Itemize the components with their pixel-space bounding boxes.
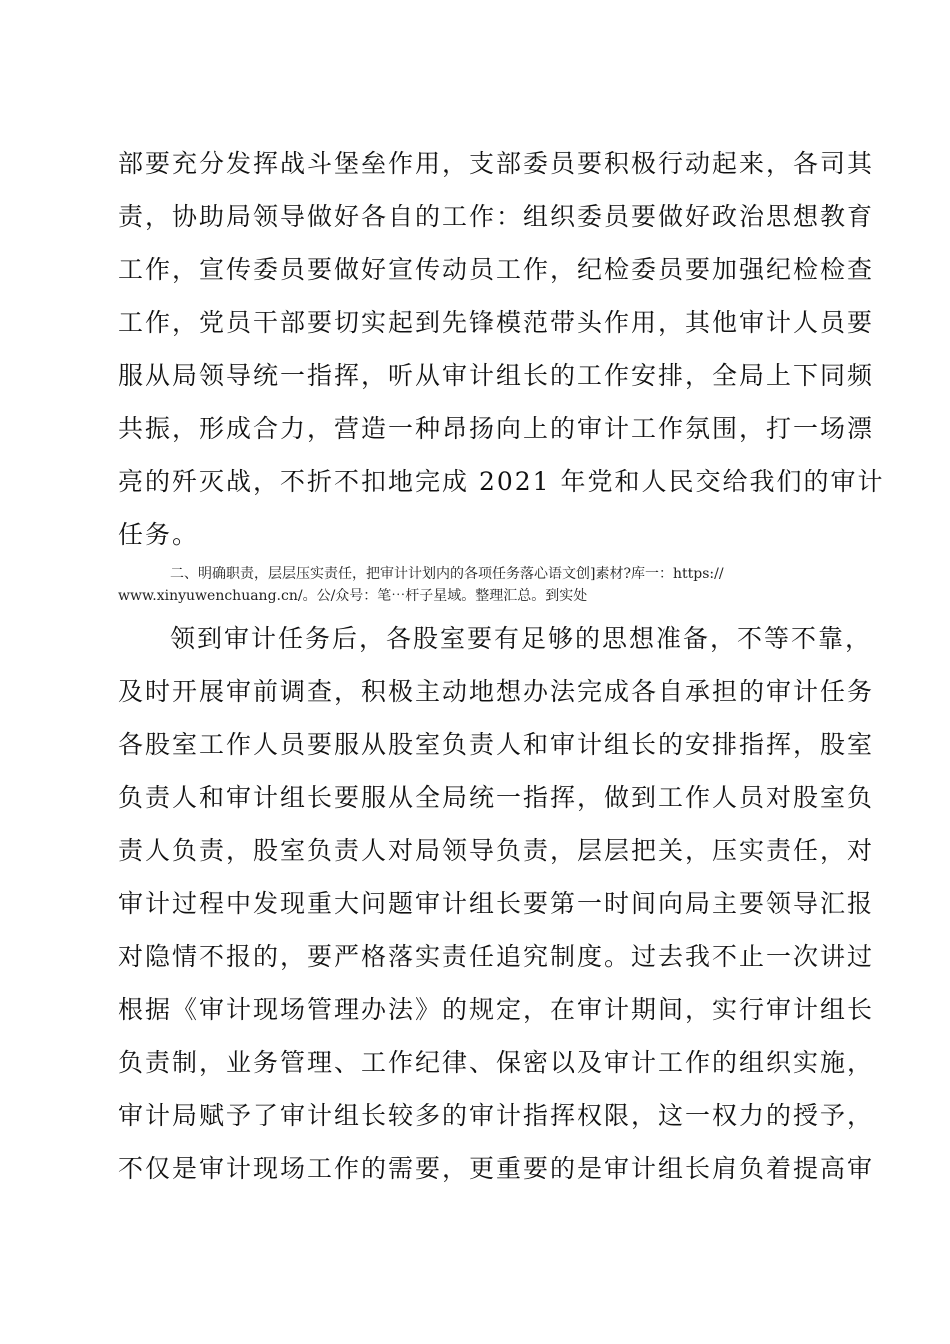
- paragraph-2-line: 不仅是审计现场工作的需要，更重要的是审计组长肩负着提高审: [118, 1154, 875, 1183]
- paragraph-2-line: 负责人和审计组长要服从全局统一指挥，做到工作人员对股室负: [118, 783, 875, 812]
- paragraph-1-line: 部要充分发挥战斗堡垒作用，支部委员要积极行动起来，各司其: [118, 149, 875, 178]
- paragraph-2-line: 责人负责，股室负责人对局领导负责，层层把关，压实责任，对: [118, 836, 875, 865]
- paragraph-2-line: 及时开展审前调查，积极主动地想办法完成各自承担的审计任务: [118, 677, 875, 706]
- paragraph-1-line: 任务。: [118, 520, 200, 549]
- paragraph-2-line: 负责制，业务管理、工作纪律、保密以及审计工作的组织实施，: [118, 1048, 875, 1077]
- paragraph-2-line: 领到审计任务后，各股室要有足够的思想准备，不等不靠，: [170, 624, 873, 653]
- paragraph-2-line: 审计过程中发现重大问题审计组长要第一时间向局主要领导汇报: [118, 889, 875, 918]
- paragraph-1-line: 责，协助局领导做好各自的工作：组织委员要做好政治思想教育: [118, 202, 875, 231]
- paragraph-1-line: 服从局领导统一指挥，听从审计组长的工作安排，全局上下同频: [118, 361, 875, 390]
- section-heading: [118, 563, 838, 607]
- paragraph-2-line: 审计局赋予了审计组长较多的审计指挥权限，这一权力的授予，: [118, 1101, 875, 1130]
- paragraph-1-line: 亮的歼灭战，不折不扣地完成 2021 年党和人民交给我们的审计: [118, 467, 885, 496]
- section-heading-line-1: 二、明确职责，层层压实责任，把审计计划内的各项任务落心语文创]素材?库一：https://: [170, 566, 724, 582]
- paragraph-2-line: 根据《审计现场管理办法》的规定，在审计期间，实行审计组长: [118, 995, 875, 1024]
- paragraph-2-line: 各股室工作人员要服从股室负责人和审计组长的安排指挥，股室: [118, 730, 875, 759]
- paragraph-1-line: 共振，形成合力，营造一种昂扬向上的审计工作氛围，打一场漂: [118, 414, 875, 443]
- paragraph-2: [118, 612, 875, 1195]
- paragraph-1: [118, 137, 885, 561]
- paragraph-1-line: 工作，党员干部要切实起到先锋模范带头作用，其他审计人员要: [118, 308, 875, 337]
- section-heading-line-2: www.xinyuwenchuang.cn/。公/众号：笔⋯杆子星域。整理汇总。到实处: [118, 588, 588, 604]
- paragraph-1-line: 工作，宣传委员要做好宣传动员工作，纪检委员要加强纪检检查: [118, 255, 875, 284]
- paragraph-2-line: 对隐情不报的，要严格落实责任追究制度。过去我不止一次讲过: [118, 942, 875, 971]
